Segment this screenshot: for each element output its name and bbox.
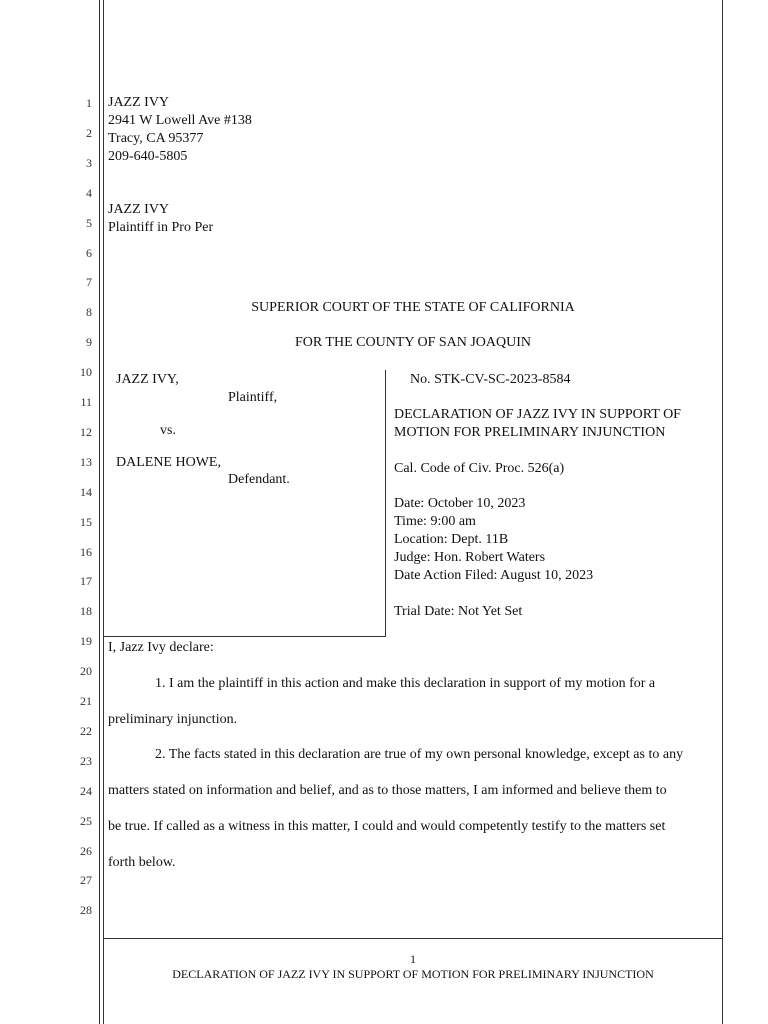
line-number: 13 — [80, 454, 92, 469]
header-role: Plaintiff in Pro Per — [108, 220, 214, 235]
line-number: 20 — [80, 664, 92, 679]
footer-rule — [104, 938, 722, 939]
line-number: 21 — [80, 694, 92, 708]
caption-plaintiff-label: Plaintiff, — [228, 390, 278, 405]
document-title-line-1: DECLARATION OF JAZZ IVY IN SUPPORT OF — [394, 407, 681, 422]
line-number: 14 — [80, 484, 92, 499]
hearing-judge: Judge: Hon. Robert Waters — [394, 550, 546, 565]
paragraph-2-line-3: be true. If called as a witness in this matter, I could and would competently testify to the matters set — [108, 819, 666, 834]
line-number: 17 — [80, 574, 92, 589]
line-number: 24 — [80, 783, 92, 798]
declaration-intro: I, Jazz Ivy declare: — [108, 640, 214, 655]
caption-defendant-label: Defendant. — [228, 472, 290, 487]
hearing-time: Time: 9:00 am — [394, 514, 476, 529]
hearing-date: Date: October 10, 2023 — [394, 496, 526, 511]
left-margin-rule-outer — [99, 0, 100, 1024]
line-number: 2 — [86, 125, 92, 140]
line-number: 26 — [80, 843, 92, 858]
caption-box-bottom-rule — [104, 636, 386, 637]
line-number: 1 — [86, 96, 92, 110]
line-number: 22 — [80, 723, 92, 738]
paragraph-1-line-1: 1. I am the plaintiff in this action and make this declaration in support of my motion for a — [155, 676, 656, 691]
caption-defendant-name: DALENE HOWE, — [116, 455, 221, 470]
line-number: 3 — [86, 155, 92, 170]
header-name-2: JAZZ IVY — [108, 202, 170, 217]
action-filed-date: Date Action Filed: August 10, 2023 — [394, 568, 594, 583]
line-number: 8 — [86, 305, 92, 320]
line-number: 28 — [80, 903, 92, 918]
line-number: 7 — [86, 275, 92, 290]
right-margin-rule — [722, 0, 723, 1024]
paragraph-2-line-2: matters stated on information and belief, and as to those matters, I am informed and believe them to — [108, 783, 667, 798]
court-title: SUPERIOR COURT OF THE STATE OF CALIFORNIA — [251, 300, 575, 315]
caption-box-right-rule — [385, 370, 386, 637]
header-address-line-1: 2941 W Lowell Ave #138 — [108, 113, 252, 128]
caption-plaintiff-name: JAZZ IVY, — [116, 372, 179, 387]
line-number: 27 — [80, 873, 92, 888]
line-number: 19 — [80, 634, 92, 649]
line-number: 15 — [80, 514, 92, 529]
hearing-location: Location: Dept. 11B — [394, 532, 509, 547]
line-number: 9 — [86, 335, 92, 350]
line-number: 5 — [86, 215, 92, 230]
code-citation: Cal. Code of Civ. Proc. 526(a) — [394, 461, 565, 476]
header-name: JAZZ IVY — [108, 95, 170, 110]
footer-title: DECLARATION OF JAZZ IVY IN SUPPORT OF MOTION FOR PRELIMINARY INJUNCTION — [172, 967, 654, 981]
line-number: 16 — [80, 544, 92, 559]
header-phone: 209-640-5805 — [108, 149, 188, 164]
paragraph-2-line-4: forth below. — [108, 855, 176, 870]
line-number: 11 — [80, 395, 92, 409]
trial-date: Trial Date: Not Yet Set — [394, 604, 523, 619]
header-address-line-2: Tracy, CA 95377 — [108, 131, 204, 146]
line-number: 23 — [80, 753, 92, 768]
paragraph-2-line-1: 2. The facts stated in this declaration are true of my own personal knowledge, except as to any — [155, 747, 684, 762]
footer-page-number: 1 — [410, 952, 416, 966]
line-number: 6 — [86, 245, 92, 260]
left-margin-rule-inner — [103, 0, 104, 1024]
caption-vs: vs. — [160, 423, 176, 438]
court-county: FOR THE COUNTY OF SAN JOAQUIN — [294, 335, 532, 350]
line-number: 10 — [80, 365, 92, 380]
document-title-line-2: MOTION FOR PRELIMINARY INJUNCTION — [394, 425, 666, 440]
line-number: 12 — [80, 424, 92, 439]
line-number: 25 — [80, 813, 92, 828]
paragraph-1-line-2: preliminary injunction. — [108, 712, 238, 727]
line-number: 18 — [80, 604, 92, 619]
line-number: 4 — [86, 185, 92, 200]
case-number: No. STK-CV-SC-2023-8584 — [410, 372, 571, 387]
